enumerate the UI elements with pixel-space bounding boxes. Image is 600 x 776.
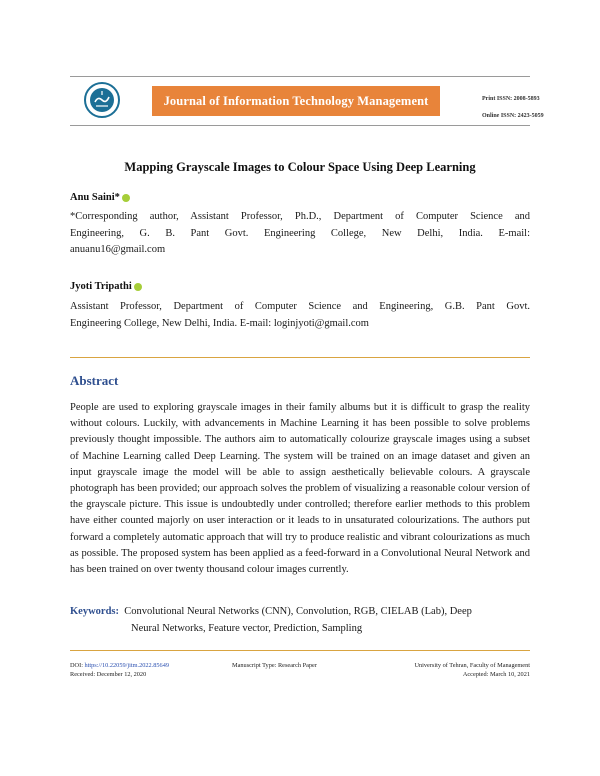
affiliation-line: Engineering, G. B. Pant Govt. Engineering College, New Delhi, India. E-mail:	[70, 227, 530, 239]
affiliation-line: Assistant Professor, Department of Computer Science and Engineering, G.B. Pant Govt.	[70, 301, 530, 312]
header-bottom-rule	[70, 125, 530, 126]
online-issn: Online ISSN: 2423-5059	[482, 113, 544, 119]
accepted-date: Accepted: March 10, 2021	[462, 671, 530, 678]
university-name: University of Tehran, Faculty of Management	[414, 662, 530, 669]
keywords-label: Keywords:	[70, 606, 119, 617]
journal-header	[70, 76, 544, 126]
keywords-line-2: Neural Networks, Feature vector, Prediction, Sampling	[131, 623, 363, 634]
footer-right	[414, 661, 530, 679]
affiliation-line: Engineering College, New Delhi, India. E-mail: loginjyoti@gmail.com	[70, 317, 369, 329]
orcid-icon[interactable]	[122, 194, 130, 202]
doi-label: DOI:	[70, 662, 85, 669]
section-divider	[70, 357, 530, 358]
journal-banner	[152, 86, 440, 116]
abstract-heading: Abstract	[70, 373, 119, 388]
abstract-text: People are used to exploring grayscale images in their family albums but it is difficult to grasp the reality without colours. Luckily, with advancements in Machine Learning it has been possible to solve problems previously thought impossible. The authors aim to automatically colourize grayscale images using a subset of Machine Learning called Deep Learning. The system will be trained on an image dataset and given an input grayscale image the model will be able to assign aesthetically believable colours. A grayscale photograph has been provided; our approach solves the problem of visualizing a reasonable colour version of the grayscale picture. This issue is undoubtedly under controlled; therefore earlier methods to this problem have either counted majorly on user interaction or it leads to in unsaturated colourizations. The authors put forward a completely automatic approach that will try to produce realistic and vibrant colourizations as much as possible. The proposed system has been applied as a feed-forward in a Convolutional Neural Network and has been trained on over twenty thousand colour images currently.	[70, 402, 530, 576]
author-name	[70, 192, 130, 203]
doi-link[interactable]: https://10.22059/jitm.2022.85649	[84, 662, 170, 669]
keywords-line-1: Convolutional Neural Networks (CNN), Convolution, RGB, CIELAB (Lab), Deep	[124, 606, 472, 617]
header-top-rule	[70, 76, 530, 77]
affiliation-line: anuanu16@gmail.com	[70, 244, 166, 255]
affiliation-line: *Corresponding author, Assistant Professor, Ph.D., Department of Computer Science and	[70, 211, 530, 222]
author-affiliation	[70, 299, 530, 332]
footer-rule	[70, 650, 530, 651]
author-name-text: Anu Saini*	[70, 192, 120, 203]
keywords	[70, 603, 530, 637]
author-name-text: Jyoti Tripathi	[70, 281, 132, 292]
received-date: Received: December 12, 2020	[70, 671, 147, 678]
university-seal-icon	[84, 82, 120, 118]
print-issn: Print ISSN: 2008-5893	[482, 96, 540, 102]
journal-name: Journal of Information Technology Management	[163, 93, 429, 108]
author-name	[70, 281, 142, 292]
author-affiliation	[70, 209, 530, 259]
paper-title: Mapping Grayscale Images to Colour Space Using Deep Learning	[124, 160, 476, 174]
manuscript-type: Manuscript Type: Research Paper	[232, 662, 317, 669]
orcid-icon[interactable]	[134, 283, 142, 291]
footer-left	[70, 661, 169, 679]
